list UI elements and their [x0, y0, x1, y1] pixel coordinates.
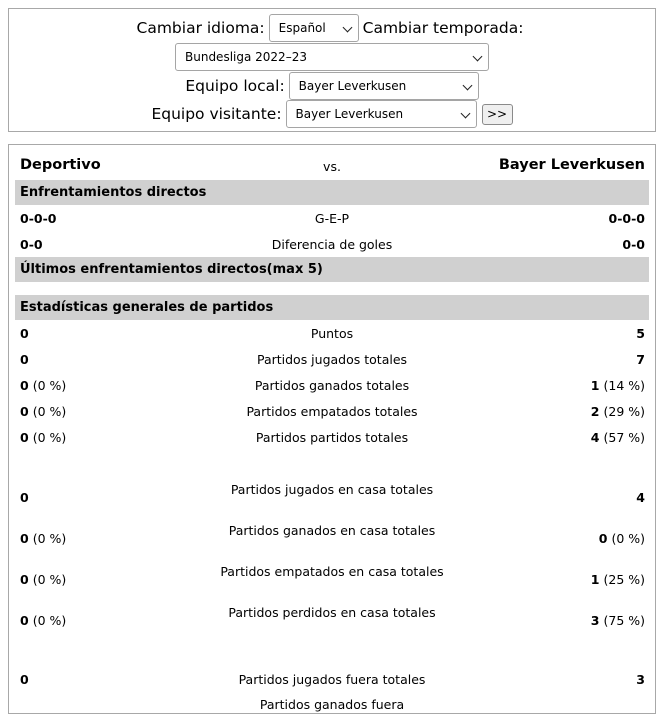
away-team-row: [9, 99, 655, 129]
stat-right-value: 2 (29 %): [590, 404, 645, 419]
stat-left-value: 0 (0 %): [20, 531, 67, 546]
stat-left-value: 0-0-0: [20, 211, 57, 226]
stat-label: Partidos jugados en casa totales: [230, 482, 434, 497]
stat-row: [19, 482, 645, 514]
stat-left-value: 0 (0 %): [20, 613, 67, 628]
stat-label: Partidos partidos totales: [255, 430, 409, 445]
season-label: Cambiar temporada:: [362, 19, 524, 37]
section-last-h2h: Últimos enfrentamientos directos(max 5): [15, 257, 649, 282]
stat-right-value: 5: [636, 326, 645, 341]
go-button[interactable]: >>: [482, 104, 513, 125]
stat-right-value: 1 (14 %): [590, 378, 645, 393]
stat-left-value: 0: [20, 352, 29, 367]
season-select-value: Bundesliga 2022–23: [185, 50, 307, 64]
stat-label: Puntos: [310, 326, 354, 341]
stat-row: [19, 378, 645, 396]
stat-row: [19, 211, 645, 229]
away-team-select-value: Bayer Leverkusen: [295, 107, 404, 121]
stat-right-value: 4 (57 %): [590, 430, 645, 445]
language-label: Cambiar idioma:: [136, 19, 265, 37]
stat-row: [19, 237, 645, 255]
stat-left-value: 0-0: [20, 237, 43, 252]
stat-row: [19, 326, 645, 344]
chevron-down-icon: [473, 52, 483, 62]
home-team-select[interactable]: [289, 72, 479, 100]
stat-row: [19, 523, 645, 555]
stat-right-value: 3 (75 %): [590, 613, 645, 628]
stat-right-value: 3: [636, 672, 645, 687]
season-select[interactable]: [175, 43, 489, 71]
stat-row: [19, 564, 645, 596]
stat-left-value: 0 (0 %): [20, 378, 67, 393]
stat-right-value: 7: [636, 352, 645, 367]
stat-label: Diferencia de goles: [271, 237, 393, 252]
stat-left-value: 0 (0 %): [20, 404, 67, 419]
stat-right-value: 1 (25 %): [590, 572, 645, 587]
chevron-down-icon: [342, 23, 352, 33]
stat-label: G-E-P: [314, 211, 350, 226]
stat-left-value: 0: [20, 490, 29, 505]
away-team-select[interactable]: [286, 100, 477, 128]
section-general: Estadísticas generales de partidos: [15, 295, 649, 320]
away-team-name: Bayer Leverkusen: [498, 157, 645, 173]
chevron-down-icon: [462, 81, 472, 91]
stat-label: Partidos empatados totales: [246, 404, 418, 419]
language-select-value: Español: [278, 21, 326, 35]
stat-row: [19, 605, 645, 637]
stat-row: [19, 352, 645, 370]
stat-label: Partidos ganados en casa totales: [228, 523, 436, 538]
stat-left-value: 0 (0 %): [20, 572, 67, 587]
stat-label: Partidos ganados fuera: [259, 697, 405, 712]
stat-left-value: 0: [20, 326, 29, 341]
away-team-label: Equipo visitante:: [151, 105, 282, 123]
stat-right-value: 0-0-0: [608, 211, 645, 226]
home-team-select-value: Bayer Leverkusen: [298, 79, 407, 93]
vs-label: vs.: [323, 159, 341, 174]
stat-left-value: 0: [20, 672, 29, 687]
home-team-label: Equipo local:: [185, 77, 285, 95]
stat-label: Partidos jugados totales: [256, 352, 408, 367]
stat-label: Partidos empatados en casa totales: [220, 564, 444, 579]
home-team-row: [9, 71, 655, 101]
language-select[interactable]: [269, 14, 359, 42]
season-row: [9, 42, 655, 72]
stat-left-value: 0 (0 %): [20, 430, 67, 445]
stat-label: Partidos jugados fuera totales: [238, 672, 426, 687]
match-header: [19, 155, 645, 177]
stat-label: Partidos ganados totales: [254, 378, 410, 393]
home-team-name: Deportivo: [20, 157, 101, 173]
language-row: [9, 13, 655, 43]
stat-row: [19, 404, 645, 422]
stat-right-value: 0-0: [622, 237, 645, 252]
stat-row: [19, 672, 645, 690]
stat-row: [19, 430, 645, 448]
stat-right-value: 4: [636, 490, 645, 505]
settings-panel: [8, 8, 656, 132]
comparison-panel: [8, 144, 656, 714]
section-h2h: Enfrentamientos directos: [15, 180, 649, 205]
stat-label: Partidos perdidos en casa totales: [228, 605, 436, 620]
stat-right-value: 0 (0 %): [598, 531, 645, 546]
chevron-down-icon: [460, 109, 470, 119]
